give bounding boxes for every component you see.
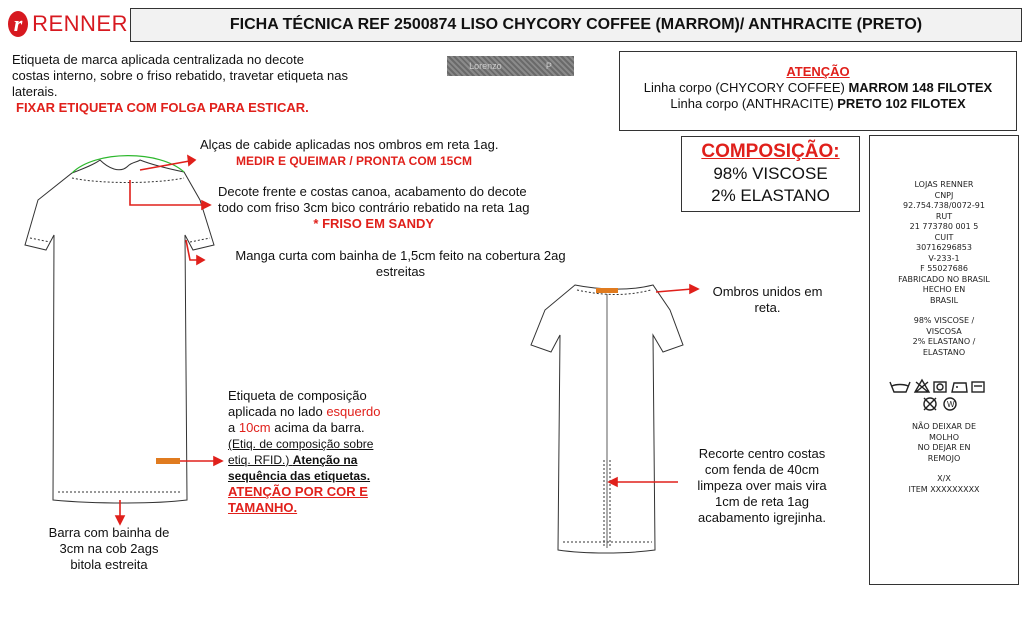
comp-note-line4: (Etiq. de composição sobre	[228, 437, 374, 451]
comp-note-line6: sequência das etiquetas.	[228, 469, 371, 483]
brand-label-line2: costas interno, sobre o friso rebatido, travetar etiqueta nas	[12, 68, 349, 83]
care-line: NÃO DEIXAR DE	[912, 422, 976, 431]
care-line: MOLHO	[929, 432, 959, 442]
composition-line1: 98% VISCOSE	[713, 164, 828, 183]
care-line: V-233-1	[928, 253, 960, 263]
hem-line3: bitola estreita	[70, 557, 148, 572]
hanger-line2: MEDIR E QUEIMAR / PRONTA COM 15CM	[236, 154, 473, 168]
attention-title: ATENÇÃO	[786, 64, 850, 79]
attention-line2-normal: Linha corpo (ANTHRACITE)	[670, 96, 838, 111]
comp-note-line7: ATENÇÃO POR COR E	[228, 484, 368, 499]
care-line: X/X	[937, 474, 951, 483]
back-line4: 1cm de reta 1ag	[715, 494, 809, 509]
arrow-neckline	[130, 180, 205, 205]
back-line5: acabamento igrejinha.	[698, 510, 826, 525]
hem-line1: Barra com bainha de	[48, 525, 170, 540]
comp-note-line5a: etiq. RFID.)	[228, 453, 293, 467]
composition-label-mark	[156, 458, 180, 464]
hem-note	[34, 525, 184, 573]
back-seam-note	[678, 446, 846, 526]
care-line: CNPJ	[934, 190, 954, 200]
shoulders-line2: reta.	[754, 300, 781, 315]
shoulders-line1: Ombros unidos em	[712, 284, 823, 299]
care-line: ELASTANO	[922, 347, 966, 357]
care-line: CUIT	[934, 232, 954, 242]
brand-label-warning: FIXAR ETIQUETA COM FOLGA PARA ESTICAR.	[16, 100, 309, 115]
comp-note-line5b: Atenção na	[292, 453, 358, 467]
composition-line2: 2% ELASTANO	[711, 186, 830, 205]
comp-note-line3c: acima da barra.	[270, 420, 365, 435]
neckline-note	[218, 184, 529, 232]
composition-title: COMPOSIÇÃO:	[701, 141, 840, 162]
neckline-line2: todo com friso 3cm bico contrário rebatido na reta 1ag	[218, 200, 530, 215]
renner-logo-icon: r	[8, 11, 28, 37]
care-line: NO DEJAR EN	[917, 443, 971, 452]
comp-note-line1: Etiqueta de composição	[228, 388, 367, 403]
comp-note-line3a: a	[228, 420, 239, 435]
care-line: RUT	[935, 211, 953, 221]
care-line: 98% VISCOSE /	[913, 316, 975, 325]
composition-label-note	[228, 388, 418, 516]
neckline-line3: * FRISO EM SANDY	[313, 216, 435, 231]
care-line: 30716296853	[916, 243, 972, 252]
brand-label-line3: laterais.	[12, 84, 58, 99]
care-line: 21 773780 001 5	[909, 222, 979, 231]
logo-text: RENNER	[32, 11, 128, 36]
back-line3: limpeza over mais vira	[697, 478, 827, 493]
care-line: 92.754.738/0072-91	[903, 201, 985, 210]
comp-note-line3b: 10cm	[238, 420, 271, 435]
care-line: VISCOSA	[926, 326, 962, 336]
swatch-right-text: P	[545, 61, 552, 71]
front-dress-drawing	[25, 160, 214, 503]
arrow-shoulders	[656, 289, 692, 292]
sleeve-line2: estreitas	[375, 264, 426, 279]
sleeve-line1: Manga curta com bainha de 1,5cm feito na cobertura 2ag	[235, 248, 566, 263]
brand-label-line1: Etiqueta de marca aplicada centralizada no decote	[12, 52, 304, 67]
comp-note-line2b: esquerdo	[326, 404, 381, 419]
attention-line1-normal: Linha corpo (CHYCORY COFFEE)	[643, 80, 849, 95]
attention-line1-bold: MARROM 148 FILOTEX	[848, 80, 993, 95]
shoulders-note	[700, 284, 835, 316]
care-line: ITEM XXXXXXXXX	[908, 484, 980, 494]
brand-label-mark	[596, 288, 618, 293]
hanger-note	[200, 137, 498, 169]
back-line2: com fenda de 40cm	[704, 462, 820, 477]
comp-note-line2a: aplicada no lado	[228, 404, 327, 419]
care-line: LOJAS RENNER	[914, 180, 974, 189]
care-line: 2% ELASTANO /	[912, 337, 976, 346]
care-line: REMOJO	[927, 453, 961, 463]
care-line: F 55027686	[920, 264, 968, 273]
page-title: FICHA TÉCNICA REF 2500874 LISO CHYCORY COFFEE (MARROM)/ ANTHRACITE (PRETO)	[130, 8, 1022, 42]
care-line: FABRICADO NO BRASIL	[898, 274, 990, 284]
neckline-line1: Decote frente e costas canoa, acabamento do decote	[218, 184, 527, 199]
swatch-left-text: Lorenzo	[469, 61, 502, 71]
care-line: HECHO EN	[922, 285, 966, 294]
back-dress-drawing	[531, 285, 683, 553]
sleeve-note	[208, 248, 593, 280]
back-line1: Recorte centro costas	[698, 446, 826, 461]
svg-text:W: W	[947, 400, 955, 409]
comp-note-line8: TAMANHO.	[228, 500, 298, 515]
care-line: BRASIL	[929, 295, 959, 305]
attention-line2-bold: PRETO 102 FILOTEX	[837, 96, 966, 111]
hem-line2: 3cm na cob 2ags	[59, 541, 159, 556]
hanger-line1: Alças de cabide aplicadas nos ombros em reta 1ag.	[200, 137, 499, 152]
